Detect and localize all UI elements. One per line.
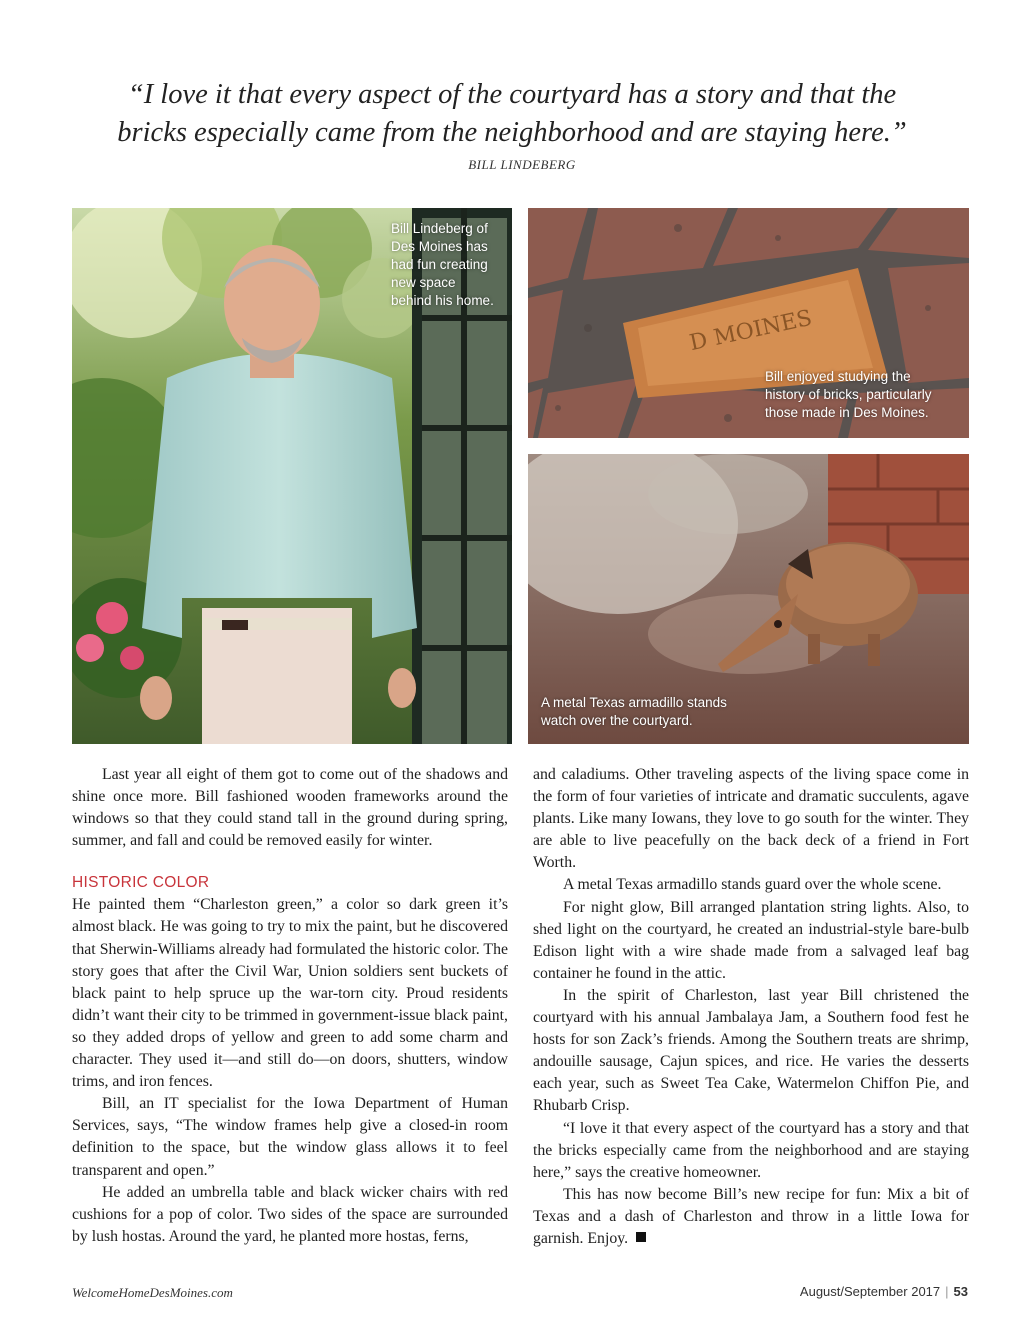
- portrait-photo: [72, 208, 512, 744]
- pull-quote-line-2: bricks especially came from the neighborhood and are staying here.”: [117, 117, 907, 148]
- body-paragraph: A metal Texas armadillo stands guard over the whole scene.: [563, 876, 942, 894]
- armadillo-caption-line: A metal Texas armadillo stands: [541, 695, 727, 710]
- portrait-caption-line: behind his home.: [391, 293, 494, 308]
- brick-caption-line: Bill enjoyed studying the: [765, 369, 911, 384]
- pull-quote-line-1: “I love it that every aspect of the courtyard has a story and that the: [127, 79, 897, 110]
- right-column: [533, 764, 969, 1250]
- portrait-caption-line: new space: [391, 275, 456, 290]
- body-paragraph: He painted them “Charleston green,” a color so dark green it’s almost black. He was going to try to mix the paint, but he discovered that Sherwin-Williams already had formulated the historic color. The story goes that after the Civil War, Union soldiers sent buckets of black paint to help spruce up the war-torn city. Proud residents didn’t want their city to be trimmed in government-issue black paint, so they added drops of yellow and green to add some charm and character. They used it—and still do—on doors, shutters, window trims, and iron fences.: [72, 896, 508, 1091]
- body-paragraph: Last year all eight of them got to come out of the shadows and shine once more. Bill fashioned wooden frameworks around the windows so that they could stand tall in the ground during spring, summer, and fall and could be removed easily for winter.: [72, 766, 508, 850]
- portrait-caption-line: Des Moines has: [391, 239, 488, 254]
- body-paragraph: and caladiums. Other traveling aspects of the living space come in the form of four varieties of intricate and dramatic succulents, agave plants. Like many Iowans, they love to go south for the winter. They are able to live peacefully on the back deck of a friend in Fort Worth.: [533, 766, 969, 872]
- portrait-caption: [391, 220, 494, 310]
- body-paragraph: For night glow, Bill arranged plantation string lights. Also, to shed light on the courtyard, he created an industrial-style bare-bulb Edison light with a wire shade made from a salvaged leaf bag container he found in the attic.: [533, 898, 969, 982]
- end-mark-icon: [636, 1232, 646, 1242]
- left-column: [72, 764, 508, 1248]
- pull-quote-attribution: BILL LINDEBERG: [468, 157, 576, 172]
- footer-issue: August/September 2017: [799, 1284, 941, 1299]
- brick-photo: [528, 208, 969, 438]
- portrait-caption-line: Bill Lindeberg of: [391, 221, 488, 236]
- body-paragraph: In the spirit of Charleston, last year Bill christened the courtyard with his annual Jambalaya Jam, a Southern food fest he hosts for son Zack’s friends. Among the Southern treats are shrimp, andouille sausage, Cajun spices, and rice. He varies the desserts each year, such as Sweet Tea Cake, Watermelon Chiffon Pie, and Rhubarb Crisp.: [533, 986, 969, 1115]
- body-paragraph-last: [533, 1184, 969, 1250]
- footer-separator: |: [945, 1284, 949, 1299]
- portrait-caption-line: had fun creating: [391, 257, 488, 272]
- armadillo-photo: [528, 454, 969, 744]
- body-paragraph: Bill, an IT specialist for the Iowa Department of Human Services, says, “The window frames help give a closed-in room definition to the space, but the window glass allows it to feel transparent and open.”: [72, 1095, 508, 1179]
- closing-text: This has now become Bill’s new recipe for fun: Mix a bit of Texas and a dash of Charleston and throw in a little Iowa for garnish. Enjoy.: [533, 1185, 969, 1247]
- armadillo-caption: [541, 694, 727, 730]
- body-paragraph: “I love it that every aspect of the courtyard has a story and that the bricks especially came from the neighborhood and are staying here,” says the creative homeowner.: [533, 1119, 969, 1181]
- brick-caption-line: those made in Des Moines.: [765, 405, 929, 420]
- body-paragraph: He added an umbrella table and black wicker chairs with red cushions for a pop of color. Two sides of the space are surrounded by lush hostas. Around the yard, he planted more hostas, ferns,: [72, 1183, 508, 1245]
- brick-caption-line: history of bricks, particularly: [765, 387, 932, 402]
- pull-quote: [90, 76, 934, 152]
- brick-caption: [765, 368, 932, 422]
- footer-issue-info: [800, 1284, 968, 1299]
- armadillo-caption-line: watch over the courtyard.: [541, 713, 693, 728]
- brick-stamp-text: D MOINES: [687, 305, 815, 357]
- footer-site: WelcomeHomeDesMoines.com: [72, 1285, 233, 1300]
- page-number: 53: [953, 1284, 968, 1299]
- section-heading: HISTORIC COLOR: [72, 874, 210, 892]
